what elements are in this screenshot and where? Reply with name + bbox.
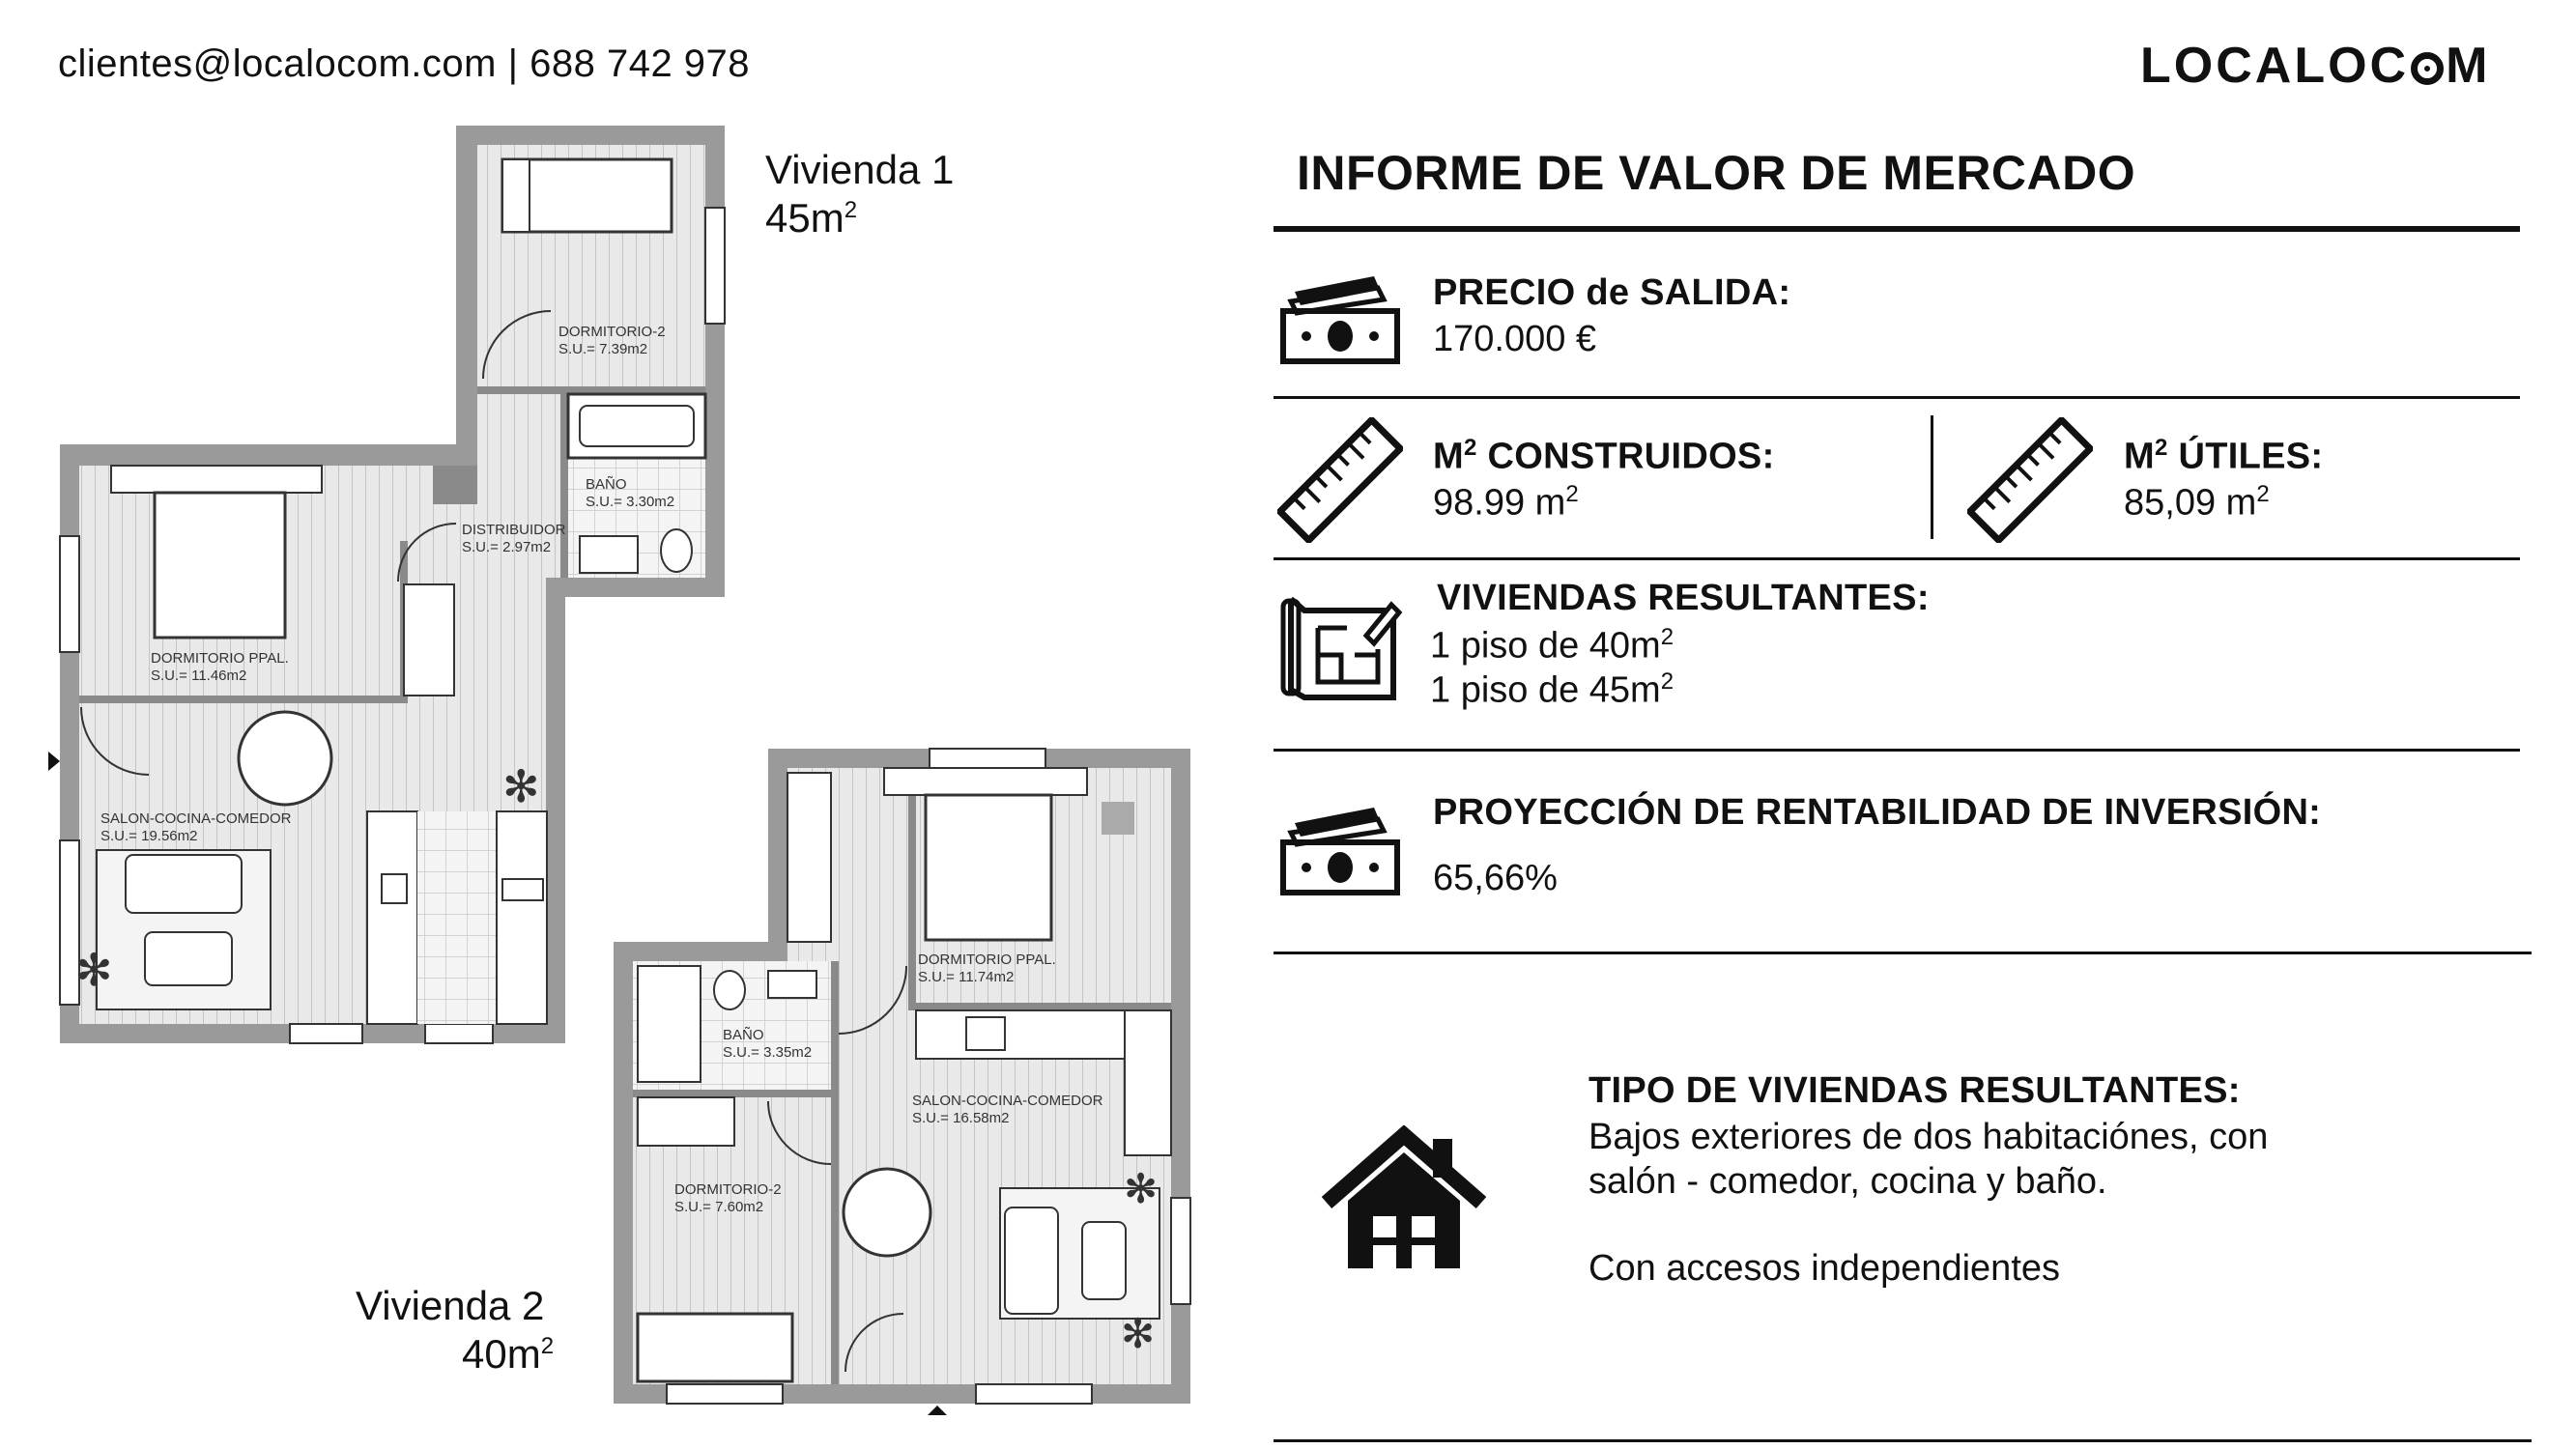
built-label-sup: 2 — [1463, 435, 1477, 461]
logo-o-icon — [2411, 52, 2444, 85]
money-icon — [1277, 270, 1403, 367]
section-divider — [1274, 952, 2532, 954]
type-label: TIPO DE VIVIENDAS RESULTANTES: — [1589, 1070, 2241, 1111]
room-label: BAÑO — [586, 476, 627, 493]
dwelling-item-text: 1 piso de 40m — [1430, 625, 1661, 667]
column-divider — [1931, 415, 1933, 539]
room-label: SALON-COCINA-COMEDOR — [100, 810, 292, 827]
yield-value: 65,66% — [1433, 858, 1558, 898]
entrance-arrow-icon — [48, 752, 60, 771]
room-area: S.U.= 7.60m2 — [674, 1199, 764, 1215]
plant-icon: ✻ — [1124, 1166, 1159, 1211]
room-label: DORMITORIO PPAL. — [151, 650, 289, 667]
plant-icon: ✻ — [75, 945, 113, 995]
dwelling-item-sup: 2 — [1660, 668, 1674, 695]
dwellings-label: VIVIENDAS RESULTANTES: — [1437, 578, 1930, 618]
section-divider — [1274, 749, 2520, 752]
built-area-label — [1433, 435, 1775, 478]
type-description-line-1: Bajos exteriores de dos habitaciónes, con — [1589, 1117, 2269, 1157]
room-area: S.U.= 2.97m2 — [462, 539, 552, 555]
vivienda-2-area — [462, 1331, 554, 1378]
room-area: S.U.= 3.35m2 — [723, 1044, 813, 1061]
room-area: S.U.= 3.30m2 — [586, 494, 675, 510]
contact-info: clientes@localocom.com | 688 742 978 — [58, 43, 751, 85]
logo-text-left: LOCALOC — [2140, 38, 2410, 94]
vivienda-1-name: Vivienda 1 — [765, 147, 955, 192]
room-area: S.U.= 16.58m2 — [912, 1110, 1010, 1126]
plant-icon: ✻ — [502, 761, 540, 811]
type-description-line-3: Con accesos independientes — [1589, 1248, 2061, 1289]
room-label: DISTRIBUIDOR — [462, 522, 566, 538]
useful-value-sup: 2 — [2256, 481, 2270, 507]
room-area: S.U.= 19.56m2 — [100, 828, 198, 844]
dwelling-item-text: 1 piso de 45m — [1430, 669, 1661, 711]
yield-label: PROYECCIÓN DE RENTABILIDAD DE INVERSIÓN: — [1433, 792, 2322, 833]
report-title: INFORME DE VALOR DE MERCADO — [1297, 146, 2136, 200]
vivienda-1-area — [765, 195, 857, 242]
dwelling-item-sup: 2 — [1660, 624, 1674, 650]
useful-label-prefix: M — [2124, 436, 2155, 477]
room-area: S.U.= 11.46m2 — [151, 668, 247, 684]
built-value-sup: 2 — [1565, 481, 1579, 507]
room-label: SALON-COCINA-COMEDOR — [912, 1093, 1103, 1109]
vivienda-1-area-value: 45m — [765, 195, 844, 241]
built-label-suffix: CONSTRUIDOS: — [1476, 436, 1775, 477]
price-value: 170.000 € — [1433, 319, 1597, 359]
room-label: DORMITORIO-2 — [674, 1181, 782, 1198]
logo-text-right: M — [2446, 38, 2491, 94]
useful-label-suffix: ÚTILES: — [2167, 436, 2324, 477]
built-value-text: 98.99 m — [1433, 482, 1566, 524]
vivienda-2-area-value: 40m — [462, 1331, 541, 1377]
room-label: BAÑO — [723, 1027, 764, 1043]
ruler-icon — [1277, 417, 1403, 543]
section-divider — [1274, 557, 2520, 560]
built-area-value — [1433, 481, 1579, 525]
section-divider — [1274, 396, 2520, 399]
dwelling-item-2 — [1430, 668, 1674, 712]
plan-vivienda-2 — [614, 749, 1190, 1415]
entrance-arrow-icon — [928, 1406, 947, 1415]
room-area: S.U.= 7.39m2 — [558, 341, 648, 357]
useful-label-sup: 2 — [2154, 435, 2168, 461]
plan-vivienda-1 — [48, 126, 725, 1043]
area-unit-sup: 2 — [844, 197, 858, 223]
room-label: DORMITORIO-2 — [558, 324, 666, 340]
vivienda-2-name: Vivienda 2 — [356, 1283, 545, 1328]
area-unit-sup: 2 — [540, 1333, 555, 1359]
useful-area-value — [2124, 481, 2270, 525]
money-icon — [1277, 802, 1403, 898]
built-label-prefix: M — [1433, 436, 1464, 477]
type-description-line-2: salón - comedor, cocina y baño. — [1589, 1161, 2107, 1202]
useful-value-text: 85,09 m — [2124, 482, 2257, 524]
dwelling-item-1 — [1430, 624, 1674, 668]
ruler-icon — [1967, 417, 2093, 543]
room-label: DORMITORIO PPAL. — [918, 952, 1056, 968]
useful-area-label — [2124, 435, 2323, 478]
plant-icon: ✻ — [1121, 1311, 1156, 1356]
floor-plans — [0, 0, 1246, 1449]
brand-logo — [2140, 37, 2490, 95]
room-area: S.U.= 11.74m2 — [918, 969, 1015, 985]
section-divider — [1274, 1439, 2532, 1442]
house-icon — [1319, 1125, 1488, 1270]
title-divider — [1274, 226, 2520, 232]
price-label: PRECIO de SALIDA: — [1433, 272, 1791, 313]
blueprint-icon — [1277, 591, 1403, 702]
